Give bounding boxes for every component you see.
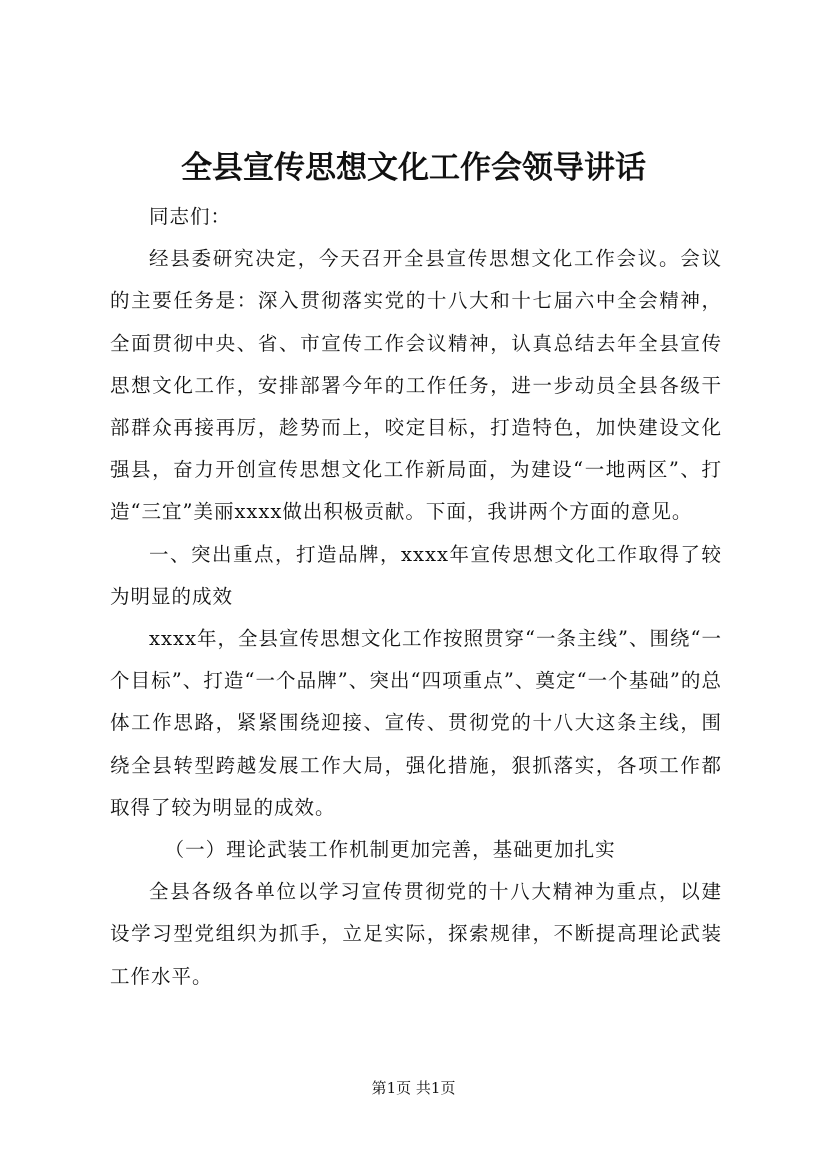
document-title: 全县宣传思想文化工作会领导讲话: [181, 150, 646, 186]
footer-suffix: 页: [440, 1079, 456, 1097]
paragraph-intro: 经县委研究决定，今天召开全县宣传思想文化工作会议。会议的主要任务是：深入贯彻落实党的十八大和十七届六中全会精神，全面贯彻中央、省、市宣传工作会议精神，认真总结去年全县宣传思想文化工作，安排部署今年的工作任务，进一步动员全县各级干部群众再接再厉，趁势而上，咬定目标，打造特色，加快建设文化强县，奋力开创宣传思想文化工作新局面，为建设“一地两区”、打造“三宜”美丽xxxx做出积极贡献。下面，我讲两个方面的意见。: [110, 247, 722, 524]
footer-page-number: 1: [386, 1079, 397, 1097]
page-footer: [0, 1078, 827, 1098]
document-body: [110, 196, 722, 998]
paragraph-theory: 全县各级各单位以学习宣传贯彻党的十八大精神为重点，以建设学习型党组织为抓手，立足实际，探索规律，不断提高理论武装工作水平。: [110, 880, 722, 988]
footer-total-pages: 1: [430, 1079, 441, 1097]
subsection-heading-1: （一）理论武装工作机制更加完善，基础更加扎实: [164, 838, 616, 862]
footer-prefix: 第: [371, 1079, 387, 1097]
section-heading-1: 一、突出重点，打造品牌，xxxx年宣传思想文化工作取得了较为明显的成效: [110, 542, 722, 608]
paragraph-summary: xxxx年，全县宣传思想文化工作按照贯穿“一条主线”、围绕“一个目标”、打造“一个品牌”、突出“四项重点”、奠定“一个基础”的总体工作思路，紧紧围绕迎接、宣传、贯彻党的十八大这条主线，围绕全县转型跨越发展工作大局，强化措施，狠抓落实，各项工作都取得了较为明显的成效。: [110, 627, 722, 819]
footer-mid: 页 共: [396, 1079, 431, 1097]
paragraph-salutation: 同志们：: [149, 205, 232, 228]
